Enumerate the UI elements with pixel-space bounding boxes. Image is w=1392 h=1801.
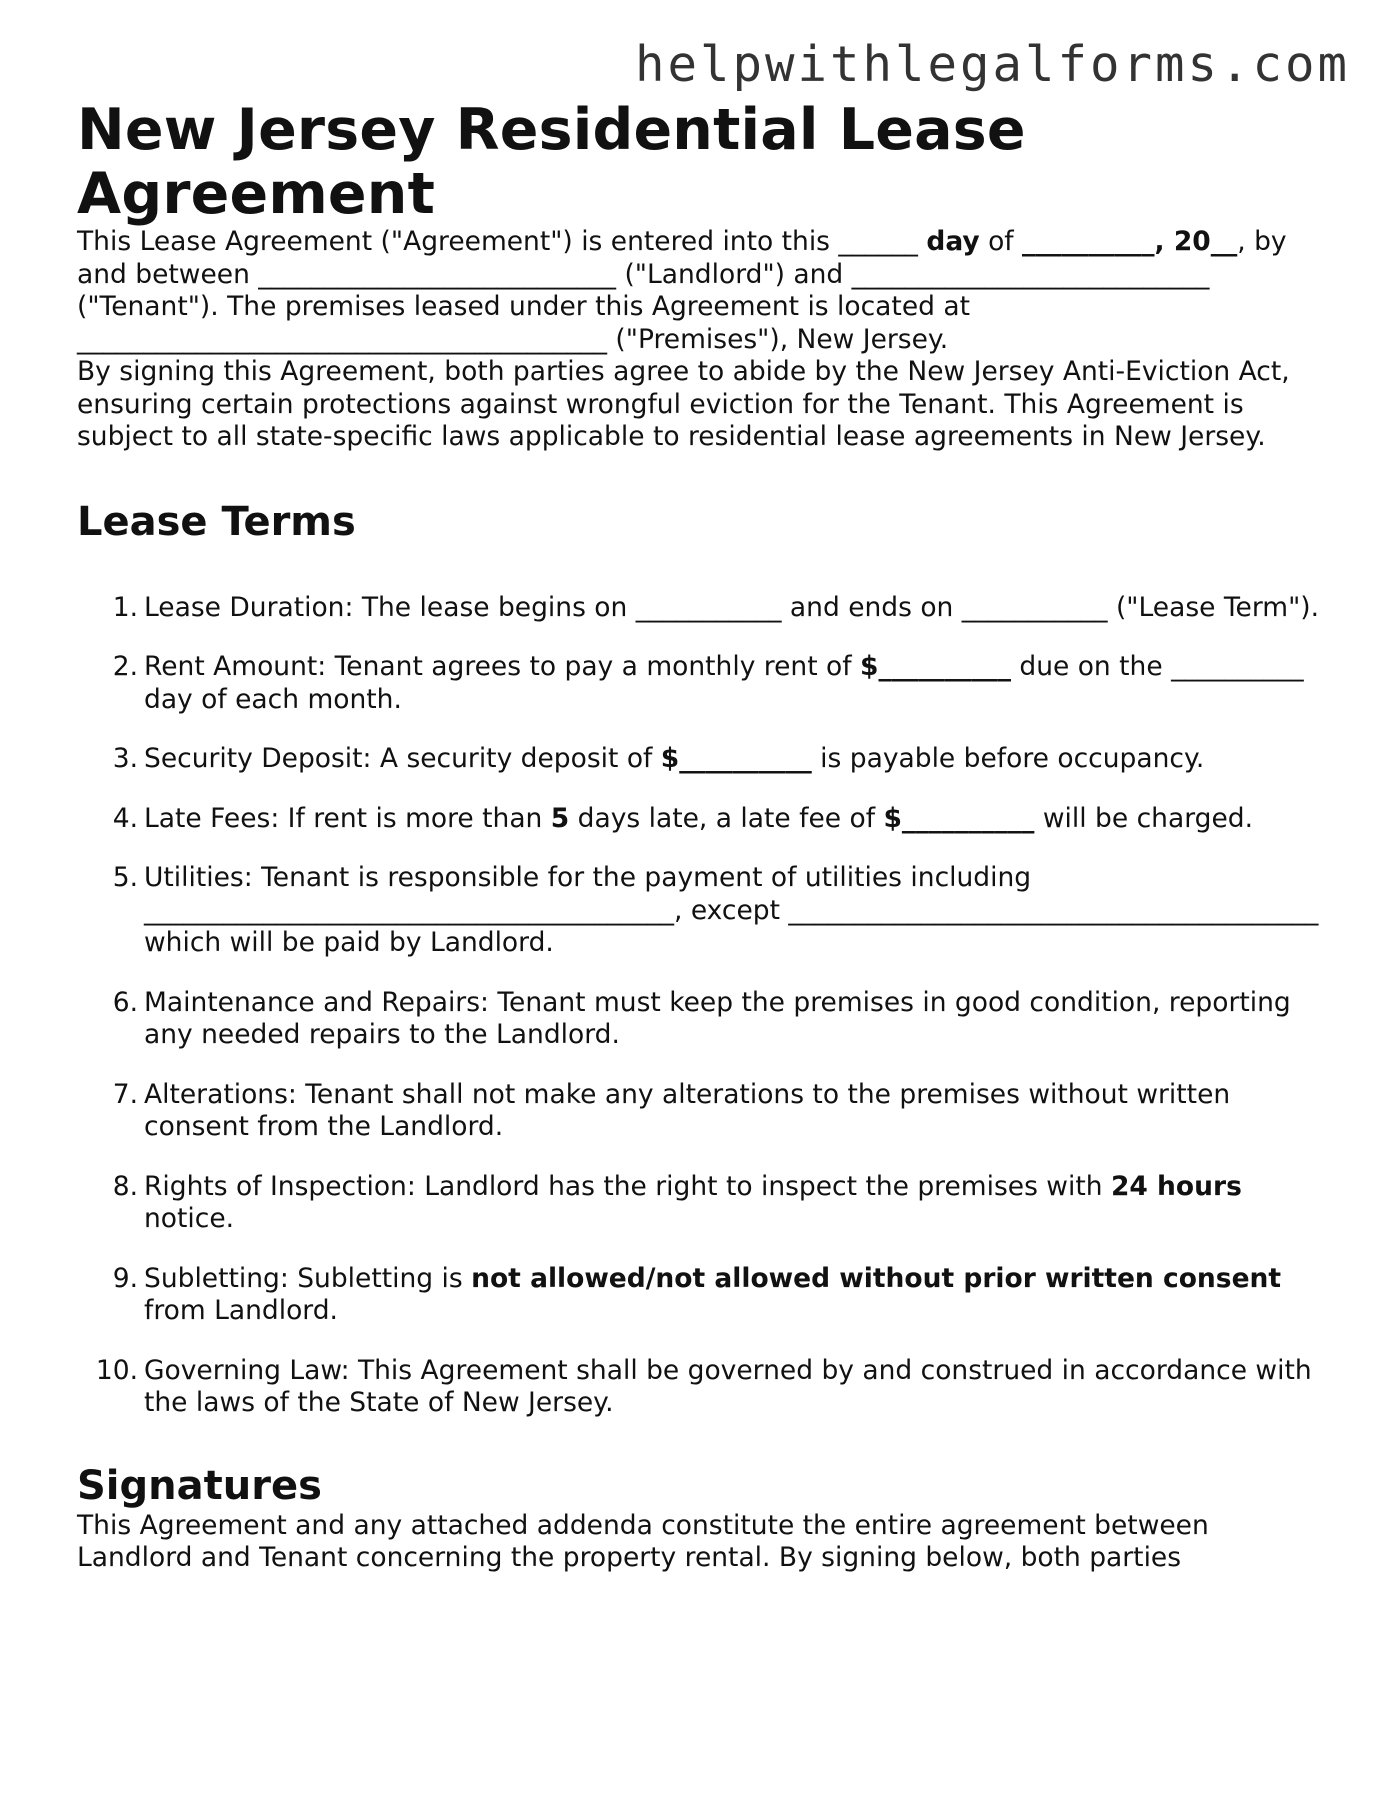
term-text: from Landlord. xyxy=(144,1295,338,1326)
term-maintenance xyxy=(77,987,1322,1052)
term-number: 10. xyxy=(95,1354,138,1386)
term-late-fees xyxy=(77,803,1322,836)
late-fee-blank: $__________ xyxy=(883,802,1035,834)
term-number: 7. xyxy=(112,1078,138,1110)
lease-terms-heading: Lease Terms xyxy=(77,498,356,545)
intro-day-label: day xyxy=(926,226,980,257)
term-number: 3. xyxy=(112,743,138,774)
deposit-amount-blank: $__________ xyxy=(660,743,812,774)
signatures-paragraph: This Agreement and any attached addenda constitute the entire agreement between Landlord and Tenant concerning the property rental. By signing below, both parties xyxy=(77,1509,1209,1573)
document-title: New Jersey Residential Lease Agreement xyxy=(77,97,1026,227)
term-text: Governing Law: This Agreement shall be governed by and construed in accordance with the laws of the State of New Jersey. xyxy=(144,1354,1312,1418)
lease-document xyxy=(77,98,1322,1575)
intro-text-2: of xyxy=(979,226,1023,257)
signatures-heading: Signatures xyxy=(77,1462,322,1509)
subletting-option: not allowed/not allowed without prior written consent xyxy=(471,1262,1282,1294)
term-number: 6. xyxy=(112,986,138,1018)
term-inspection xyxy=(77,1171,1322,1236)
term-governing-law xyxy=(77,1355,1322,1420)
term-number: 4. xyxy=(112,802,138,834)
term-text: Utilities: Tenant is responsible for the payment of utilities including ________________________________________, except ________________________________________ which will be paid by Landlord. xyxy=(144,862,1319,958)
term-security-deposit xyxy=(77,743,1322,776)
intro-text-3: , by and between ___________________________ ("Landlord") and ___________________________ ("Tenant"). The premises leased under this Agreement is located at ________________________________________ ("Premises"), New Jersey. xyxy=(77,226,1287,355)
intro-date-blank: __________, 20__ xyxy=(1022,226,1238,257)
term-text: Maintenance and Repairs: Tenant must keep the premises in good condition, reporting any needed repairs to the Landlord. xyxy=(144,986,1291,1050)
site-watermark: helpwithlegalforms.com xyxy=(634,36,1350,93)
term-alterations xyxy=(77,1079,1322,1144)
term-number: 9. xyxy=(112,1262,138,1294)
term-text: Lease Duration: The lease begins on ___________ and ends on ___________ ("Lease Term"). xyxy=(144,591,1320,623)
term-number: 5. xyxy=(112,862,138,893)
term-text: is payable before occupancy. xyxy=(811,743,1205,774)
term-number: 8. xyxy=(112,1170,138,1202)
term-number: 1. xyxy=(112,591,138,623)
late-days-value: 5 xyxy=(550,802,570,834)
term-number: 2. xyxy=(112,651,138,682)
term-text: days late, a late fee of xyxy=(569,802,884,834)
intro-paragraph xyxy=(77,226,1322,356)
term-text: Security Deposit: A security deposit of xyxy=(144,743,661,774)
inspection-notice-value: 24 hours xyxy=(1110,1170,1242,1202)
term-text: Alterations: Tenant shall not make any alterations to the premises without written consent from the Landlord. xyxy=(144,1078,1231,1142)
term-lease-duration xyxy=(77,592,1322,625)
term-subletting xyxy=(77,1263,1322,1328)
term-text: due on the __________ day of each month. xyxy=(144,651,1304,715)
term-text: Late Fees: If rent is more than xyxy=(144,802,551,834)
term-text: notice. xyxy=(144,1203,235,1234)
intro-text-1: This Lease Agreement ("Agreement") is entered into this ______ xyxy=(77,226,927,257)
term-rent-amount xyxy=(77,651,1322,716)
term-text: will be charged. xyxy=(1034,802,1253,834)
term-text: Subletting: Subletting is xyxy=(144,1262,472,1294)
term-text: Rights of Inspection: Landlord has the right to inspect the premises with xyxy=(144,1170,1111,1202)
rent-amount-blank: $__________ xyxy=(860,651,1011,682)
lease-terms-list xyxy=(77,592,1322,1420)
term-text: Rent Amount: Tenant agrees to pay a monthly rent of xyxy=(144,651,860,682)
anti-eviction-paragraph: By signing this Agreement, both parties agree to abide by the New Jersey Anti-Eviction Act, ensuring certain protections against wrongful eviction for the Tenant. This Agreement is subject to all state-specific laws applicable to residential lease agreements in New Jersey. xyxy=(77,356,1290,452)
term-utilities xyxy=(77,862,1322,960)
